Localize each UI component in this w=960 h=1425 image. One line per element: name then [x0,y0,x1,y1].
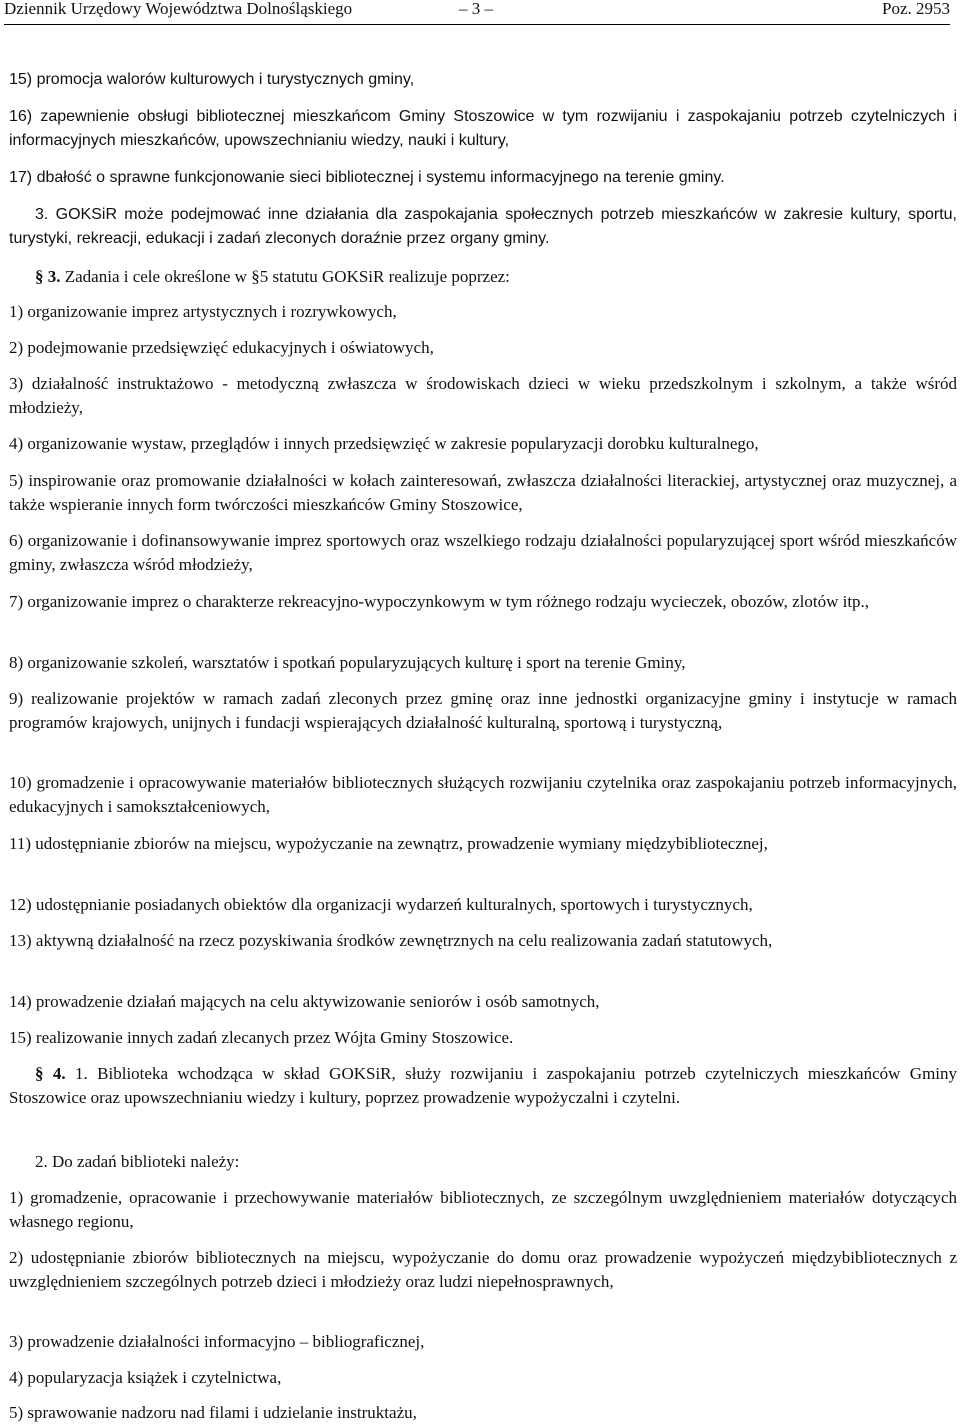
section-4-point-2: 2. Do zadań biblioteki należy: [35,1152,240,1171]
list-item-10: 10) gromadzenie i opracowywanie materiałów bibliotecznych służących rozwijaniu czytelnika oraz zaspokajaniu potrzeb informacyjnych, edukacyjnych i samokształceniowych, [9,773,957,816]
item-17-library-network: 17) dbałość o sprawne funkcjonowanie sieci bibliotecznej i systemu informacyjnego na terenie gminy. [9,169,725,186]
item-15-promotion: 15) promocja walorów kulturowych i turystycznych gminy, [9,71,415,88]
list-item-7: 7) organizowanie imprez o charakterze rekreacyjno-wypoczynkowym w tym różnego rodzaju wycieczek, obozów, zlotów itp., [9,592,870,611]
section-4-mark: § 4. [35,1064,66,1083]
section-3-intro [9,265,957,289]
list-item-4: 4) organizowanie wystaw, przeglądów i innych przedsięwzięć w zakresie popularyzacji dorobku kulturalnego, [9,434,759,453]
list-item-8: 8) organizowanie szkoleń, warsztatów i spotkań popularyzujących kulturę i sport na terenie Gminy, [9,653,686,672]
list-item-1: 1) organizowanie imprez artystycznych i rozrywkowych, [9,302,397,321]
library-task-5: 5) sprawowanie nadzoru nad filami i udzielanie instruktażu, [9,1403,417,1422]
position-number: Poz. 2953 [882,0,950,18]
library-task-4: 4) popularyzacja książek i czytelnictwa, [9,1368,282,1387]
section-4-intro [9,1062,957,1109]
library-task-3: 3) prowadzenie działalności informacyjno – bibliograficznej, [9,1332,425,1351]
library-task-2: 2) udostępnianie zbiorów bibliotecznych na miejscu, wypożyczanie do domu oraz prowadzenie wypożyczeń międzybibliotecznych z uwzględnieniem szczególnych potrzeb dzieci i młodzieży oraz ludzi niepełnosprawnych, [9,1248,957,1291]
section-3-text: Zadania i cele określone w §5 statutu GOKSiR realizuje poprzez: [64,267,510,286]
list-item-9: 9) realizowanie projektów w ramach zadań zleconych przez gminę oraz inne jednostki organizacyjne gminy i instytucje w ramach programów krajowych, unijnych i fundacji wspierających działalność kulturalną, sportową i turystyczną, [9,689,957,732]
list-item-12: 12) udostępnianie posiadanych obiektów dla organizacji wydarzeń kulturalnych, sportowych i turystycznych, [9,895,753,914]
section-4-text: 1. Biblioteka wchodząca w skład GOKSiR, służy rozwijaniu i zaspokajaniu potrzeb czytelniczych mieszkańców Gminy Stoszowice oraz upowszechnianiu wiedzy i kultury, poprzez prowadzenie wypożyczalni i czytelni. [9,1064,958,1107]
list-item-14: 14) prowadzenie działań mających na celu aktywizowanie seniorów i osób samotnych, [9,992,600,1011]
list-item-2: 2) podejmowanie przedsięwzięć edukacyjnych i oświatowych, [9,338,434,357]
list-item-15: 15) realizowanie innych zadań zlecanych przez Wójta Gminy Stoszowice. [9,1028,514,1047]
paragraph-3-goksir: 3. GOKSiR może podejmować inne działania dla zaspokajania społecznych potrzeb mieszkańców w zakresie kultury, sportu, turystyki, rekreacji, edukacji i zadań zleconych doraźnie przez organy gminy. [9,206,957,247]
list-item-5: 5) inspirowanie oraz promowanie działalności w kołach zainteresowań, zwłaszcza działalności literackiej, artystycznej oraz muzycznej, a także wspieranie innych form twórczości mieszkańców Gminy Stoszowice, [9,471,957,514]
list-item-3: 3) działalność instruktażowo - metodyczną zwłaszcza w środowiskach dzieci w wieku przedszkolnym i szkolnym, a także wśród młodzieży, [9,374,957,417]
page-number: – 3 – [459,0,493,18]
list-item-13: 13) aktywną działalność na rzecz pozyskiwania środków zewnętrznych na celu realizowania zadań statutowych, [9,931,773,950]
library-task-1: 1) gromadzenie, opracowanie i przechowywanie materiałów bibliotecznych, ze szczególnym uwzględnieniem materiałów dotyczących własnego regionu, [9,1188,957,1231]
section-3-mark: § 3. [35,267,61,286]
journal-title: Dziennik Urzędowy Województwa Dolnośląskiego [4,0,353,18]
item-16-library-service: 16) zapewnienie obsługi bibliotecznej mieszkańcom Gminy Stoszowice w tym rozwijaniu i zaspokajaniu potrzeb czytelniczych i informacyjnych mieszkańców, upowszechnianiu wiedzy, nauki i kultury, [9,108,957,149]
list-item-6: 6) organizowanie i dofinansowywanie imprez sportowych oraz wszelkiego rodzaju działalności popularyzującej sport wśród mieszkańców gminy, zwłaszcza wśród młodzieży, [9,531,957,574]
list-item-11: 11) udostępnianie zbiorów na miejscu, wypożyczanie na zewnątrz, prowadzenie wymiany międzybibliotecznej, [9,834,768,853]
page-header [4,0,950,25]
